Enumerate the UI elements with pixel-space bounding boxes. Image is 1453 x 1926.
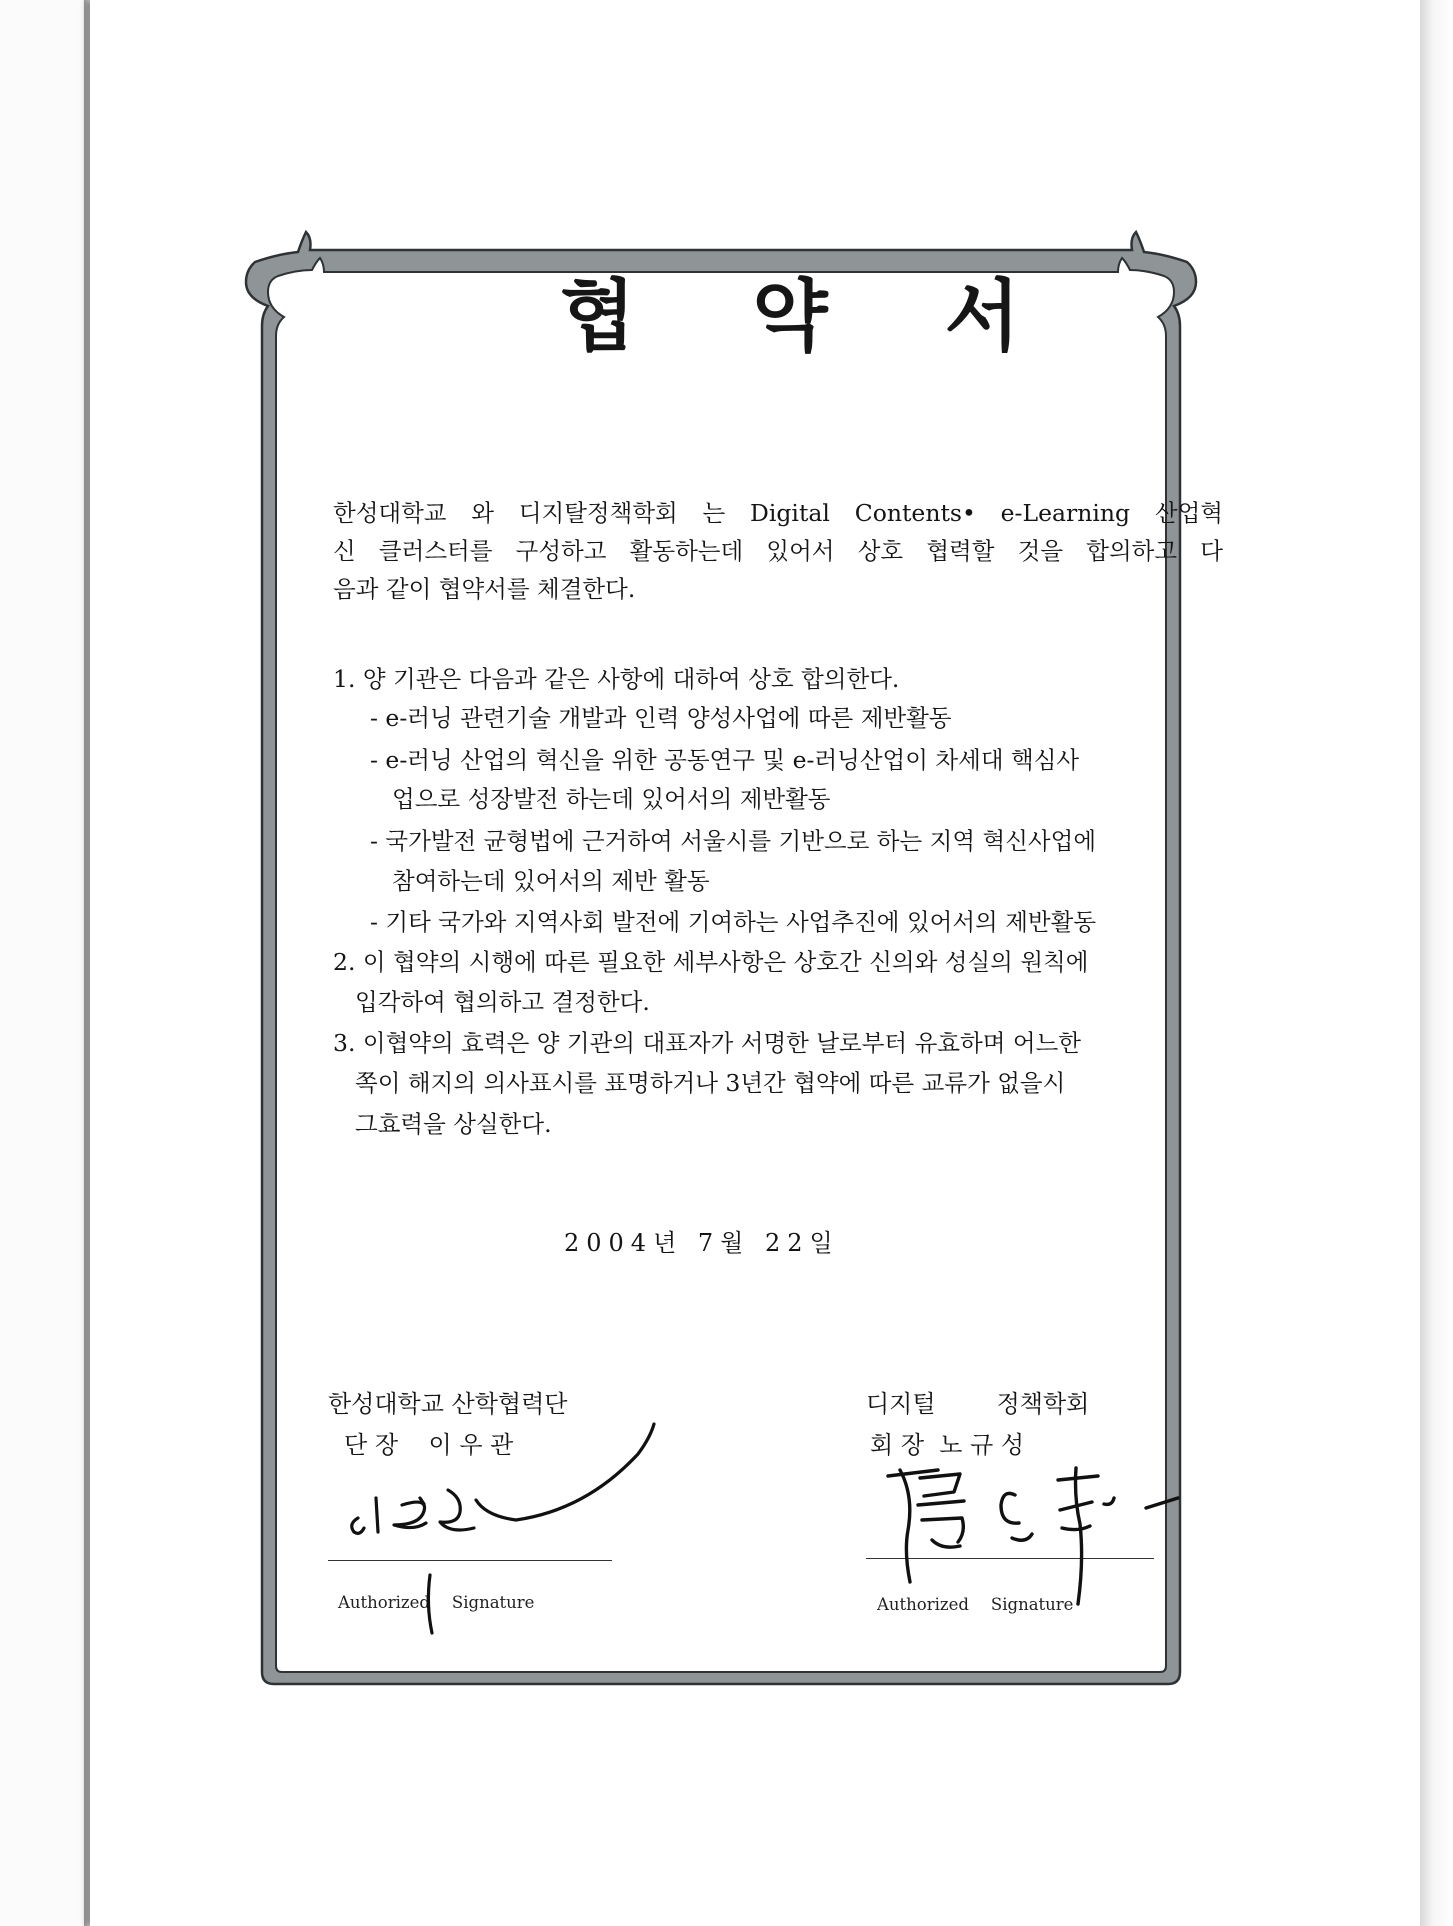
authorized-text: Authorized	[338, 1593, 430, 1612]
item-1-sub-cont: 참여하는데 있어서의 제반 활동	[392, 867, 710, 895]
left-authorized-signature-label	[338, 1593, 534, 1612]
title-char-2: 약	[752, 272, 828, 362]
item-2: 2. 이 협약의 시행에 따른 필요한 세부사항은 상호간 신의와 성실의 원칙에	[333, 948, 1089, 976]
item-1-sub: - 기타 국가와 지역사회 발전에 기여하는 사업추진에 있어서의 제반활동	[370, 908, 1097, 936]
left-signature-line	[328, 1560, 612, 1561]
right-signatory-org: 디지털 정책학회	[866, 1390, 1090, 1418]
item-1-sub: - e-러닝 관련기술 개발과 인력 양성사업에 따른 제반활동	[370, 704, 952, 732]
intro-line: 음과 같이 협약서를 체결한다.	[333, 575, 636, 603]
item-3-cont: 쪽이 해지의 의사표시를 표명하거나 3년간 협약에 따른 교류가 없을시	[355, 1069, 1066, 1097]
right-signatory-title: 회 장 노 규 성	[870, 1431, 1025, 1459]
signature-text: Signature	[451, 1593, 535, 1612]
item-2-cont: 입각하여 협의하고 결정한다.	[355, 988, 650, 1016]
item-1-sub-cont: 업으로 성장발전 하는데 있어서의 제반활동	[392, 785, 831, 813]
left-signatory-org: 한성대학교 산학협력단	[328, 1390, 568, 1418]
intro-paragraph	[333, 494, 1223, 608]
item-1-sub: - e-러닝 산업의 혁신을 위한 공동연구 및 e-러닝산업이 차세대 핵심사	[370, 746, 1080, 774]
right-signature-line	[866, 1558, 1154, 1559]
right-authorized-signature-label	[877, 1595, 1073, 1614]
authorized-text: Authorized	[877, 1595, 969, 1614]
item-3-cont: 그효력을 상실한다.	[355, 1110, 552, 1138]
left-signatory-title: 단 장 이 우 관	[344, 1431, 514, 1459]
item-3: 3. 이협약의 효력은 양 기관의 대표자가 서명한 날로부터 유효하며 어느한	[333, 1029, 1081, 1057]
signature-text: Signature	[990, 1595, 1074, 1614]
agreement-date: 2004년 7월 22일	[564, 1229, 840, 1257]
intro-line: 한성대학교 와 디지탈정책학회 는 Digital Contents• e-Learning 산업혁	[333, 499, 1223, 527]
item-1-sub: - 국가발전 균형법에 근거하여 서울시를 기반으로 하는 지역 혁신사업에	[370, 827, 1097, 855]
intro-line: 신 클러스터를 구성하고 활동하는데 있어서 상호 협력할 것을 합의하고 다	[333, 537, 1223, 565]
title-char-3: 서	[944, 272, 1020, 362]
document-title	[560, 272, 1020, 362]
item-1: 1. 양 기관은 다음과 같은 사항에 대하여 상호 합의한다.	[333, 665, 900, 693]
title-char-1: 협	[560, 272, 636, 362]
